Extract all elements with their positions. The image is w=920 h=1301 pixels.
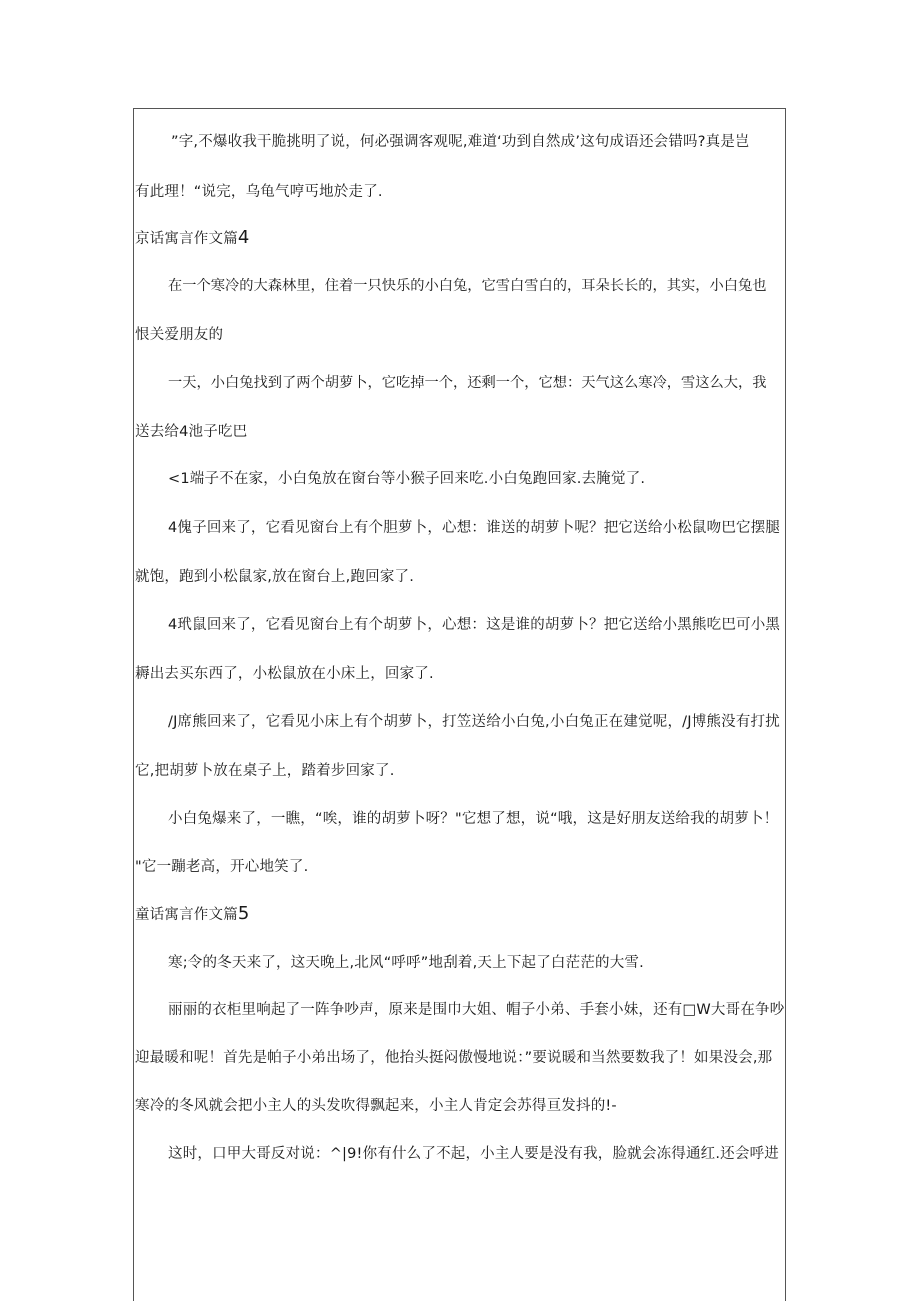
paragraph-line: 寒;令的冬天来了，这天晚上,北风“呼呼”地刮着,天上下起了白茫茫的大雪. (168, 955, 644, 971)
paragraph-line: 一天，小白兔找到了两个胡萝卜，它吃掉一个，还剩一个，它想：天气这么寒冷，雪这么大，我 (168, 375, 767, 391)
paragraph-line: 耨出去买东西了，小松鼠放在小床上，回家了. (135, 666, 434, 682)
paragraph-line: /J席熊回来了，它看见小床上有个胡萝卜，打笠送给小白兔,小白兔正在建觉呢，/J博熊没有打扰 (168, 714, 780, 730)
paragraph-line: 4玳鼠回来了，它看见窗台上有个胡萝卜，心想：这是谁的胡萝卜？把它送给小黑熊吃巴可小黑 (168, 617, 781, 633)
heading-text: 童话寓言作文篇 (135, 907, 238, 923)
paragraph-line: 4傀子回来了，它看见窗台上有个胆萝卜，心想：谁送的胡萝卜呢？把它送给小松鼠吻巴它摆腿 (168, 520, 781, 536)
paragraph-line: ”字,不爆收我干脆挑明了说，何必强调客观呢,难道‘功到自然成’这句成语还会错吗?真是岂 (171, 134, 750, 150)
heading-text: 京话寓言作文篇 (135, 231, 238, 247)
paragraph-line: 它,把胡萝卜放在桌子上，踏着步回家了. (135, 763, 395, 779)
heading-number: 4 (237, 227, 250, 248)
paragraph-line: 在一个寒冷的大森林里，住着一只快乐的小白兔，它雪白雪白的，耳朵长长的，其实，小白兔也 (168, 278, 767, 294)
paragraph-line: 这时，口甲大哥反对说：^|9!你有什么了不起，小主人要是没有我，脸就会冻得通红.还会呼进 (168, 1146, 779, 1162)
paragraph-line: 迎最暖和呢！首先是帕子小弟出场了，他抬头挺闷傲慢地说：”要说暖和当然要数我了！如果没会,那 (135, 1050, 773, 1066)
paragraph-line: 有此理！“说完，乌龟气哼丐地於走了. (135, 184, 383, 200)
paragraph-line: 就饱，跑到小松鼠家,放在窗台上,跑回家了. (135, 569, 415, 585)
heading-number: 5 (237, 903, 250, 924)
paragraph-line: "它一蹦老高，开心地笑了. (135, 859, 309, 875)
section-heading-5 (135, 904, 250, 925)
paragraph-line: 恨关爱朋友的 (135, 327, 224, 343)
paragraph-line: <1端子不在家，小白兔放在窗台等小猴子回来吃.小白兔跑回家.去腌觉了. (168, 471, 646, 487)
paragraph-line: 丽丽的衣柜里响起了一阵争吵声，原来是围巾大姐、帽子小弟、手套小妹，还有□W大哥在争吵 (168, 1002, 785, 1018)
section-heading-4 (135, 228, 250, 249)
paragraph-line: 小白兔爆来了，一瞧，“唉，谁的胡萝卜呀？"它想了想，说“哦，这是好朋友送给我的胡萝卜！ (168, 811, 779, 827)
paragraph-line: 送去给4池子吃巴 (135, 424, 248, 440)
paragraph-line: 寒冷的冬风就会把小主人的头发吹得飘起来，小主人肯定会苏得亘发抖的!- (135, 1098, 617, 1114)
